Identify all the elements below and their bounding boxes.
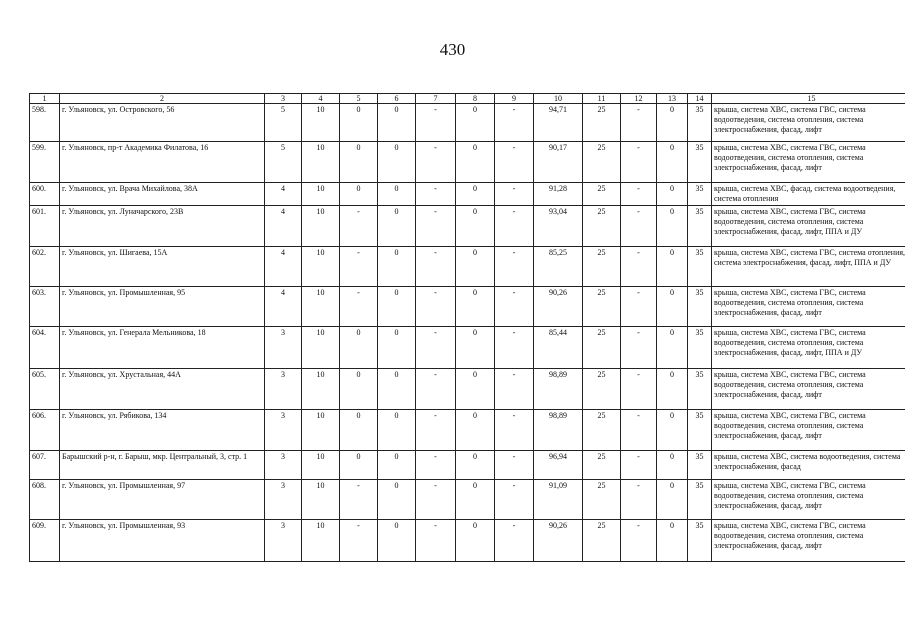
column-header: 15: [712, 94, 905, 104]
value-cell: -: [495, 369, 534, 410]
value-cell: 4: [265, 206, 302, 247]
table-row: [30, 287, 905, 327]
value-cell: 0: [456, 247, 495, 287]
value-cell: 35: [688, 104, 712, 142]
value-cell: 10: [302, 410, 340, 451]
value-cell: 35: [688, 520, 712, 562]
works-cell: крыша, система ХВС, система ГВС, система водоотведения, система отопления, система электроснабжения, фасад, лифт: [712, 480, 905, 520]
table-row: [30, 142, 905, 183]
value-cell: 0: [456, 327, 495, 369]
address-cell: г. Ульяновск, ул. Врача Михайлова, 38А: [60, 183, 265, 206]
value-cell: 0: [378, 183, 416, 206]
row-number: 602.: [30, 247, 60, 287]
value-cell: 0: [340, 142, 378, 183]
value-cell: 85,44: [534, 327, 583, 369]
value-cell: 25: [583, 520, 621, 562]
value-cell: 10: [302, 451, 340, 480]
value-cell: 0: [378, 451, 416, 480]
value-cell: 0: [378, 142, 416, 183]
value-cell: 98,89: [534, 369, 583, 410]
value-cell: 0: [340, 104, 378, 142]
page-number: 430: [439, 40, 466, 59]
value-cell: 0: [456, 369, 495, 410]
value-cell: 10: [302, 287, 340, 327]
column-header: 1: [30, 94, 60, 104]
address-cell: г. Ульяновск, ул. Островского, 56: [60, 104, 265, 142]
value-cell: 3: [265, 369, 302, 410]
value-cell: 35: [688, 247, 712, 287]
column-header: 7: [416, 94, 456, 104]
value-cell: 0: [657, 287, 688, 327]
value-cell: 0: [657, 369, 688, 410]
value-cell: 0: [378, 480, 416, 520]
value-cell: 0: [378, 410, 416, 451]
value-cell: -: [621, 410, 657, 451]
value-cell: -: [621, 183, 657, 206]
column-header: 2: [60, 94, 265, 104]
works-cell: крыша, система ХВС, система ГВС, система водоотведения, система отопления, система электроснабжения, фасад, лифт: [712, 287, 905, 327]
value-cell: -: [340, 206, 378, 247]
address-cell: г. Ульяновск, пр-т Академика Филатова, 16: [60, 142, 265, 183]
value-cell: 25: [583, 104, 621, 142]
housing-table: [29, 93, 905, 562]
column-header: 6: [378, 94, 416, 104]
value-cell: 0: [340, 410, 378, 451]
address-cell: г. Ульяновск, ул. Промышленная, 97: [60, 480, 265, 520]
value-cell: -: [416, 287, 456, 327]
value-cell: 0: [456, 451, 495, 480]
value-cell: -: [416, 327, 456, 369]
value-cell: 5: [265, 104, 302, 142]
works-cell: крыша, система ХВС, система ГВС, система водоотведения, система отопления, система электроснабжения, фасад, лифт, ППА и ДУ: [712, 327, 905, 369]
value-cell: 0: [657, 183, 688, 206]
value-cell: 0: [456, 287, 495, 327]
value-cell: -: [495, 183, 534, 206]
value-cell: 25: [583, 410, 621, 451]
value-cell: 4: [265, 247, 302, 287]
value-cell: 0: [657, 480, 688, 520]
value-cell: 0: [340, 451, 378, 480]
works-cell: крыша, система ХВС, система ГВС, система отопления, система электроснабжения, фасад, лифт, ППА и ДУ: [712, 247, 905, 287]
column-header: 10: [534, 94, 583, 104]
column-header: 13: [657, 94, 688, 104]
value-cell: -: [495, 206, 534, 247]
value-cell: 35: [688, 142, 712, 183]
value-cell: 25: [583, 327, 621, 369]
value-cell: -: [495, 451, 534, 480]
address-cell: г. Ульяновск, ул. Хрустальная, 44А: [60, 369, 265, 410]
value-cell: -: [340, 287, 378, 327]
value-cell: -: [621, 327, 657, 369]
value-cell: -: [495, 142, 534, 183]
table-row: [30, 369, 905, 410]
row-number: 598.: [30, 104, 60, 142]
table-row: [30, 520, 905, 562]
value-cell: -: [495, 520, 534, 562]
value-cell: -: [621, 104, 657, 142]
value-cell: -: [621, 142, 657, 183]
row-number: 605.: [30, 369, 60, 410]
value-cell: 0: [657, 327, 688, 369]
row-number: 599.: [30, 142, 60, 183]
table-row: [30, 104, 905, 142]
value-cell: 0: [657, 206, 688, 247]
value-cell: 0: [657, 520, 688, 562]
value-cell: 94,71: [534, 104, 583, 142]
works-cell: крыша, система ХВС, система ГВС, система водоотведения, система отопления, система электроснабжения, фасад, лифт: [712, 520, 905, 562]
value-cell: 5: [265, 142, 302, 183]
value-cell: 0: [456, 520, 495, 562]
value-cell: 10: [302, 142, 340, 183]
value-cell: 0: [340, 327, 378, 369]
value-cell: 0: [456, 183, 495, 206]
value-cell: 0: [657, 142, 688, 183]
value-cell: 0: [340, 369, 378, 410]
value-cell: -: [495, 480, 534, 520]
column-header: 14: [688, 94, 712, 104]
table-row: [30, 410, 905, 451]
works-cell: крыша, система ХВС, система ГВС, система водоотведения, система отопления, система электроснабжения, фасад, лифт: [712, 369, 905, 410]
value-cell: 98,89: [534, 410, 583, 451]
column-header: 5: [340, 94, 378, 104]
value-cell: 0: [657, 410, 688, 451]
value-cell: -: [621, 369, 657, 410]
value-cell: -: [416, 104, 456, 142]
value-cell: 25: [583, 451, 621, 480]
value-cell: 90,17: [534, 142, 583, 183]
value-cell: 96,94: [534, 451, 583, 480]
value-cell: -: [495, 247, 534, 287]
value-cell: -: [340, 247, 378, 287]
row-number: 601.: [30, 206, 60, 247]
value-cell: -: [621, 206, 657, 247]
row-number: 609.: [30, 520, 60, 562]
value-cell: -: [495, 410, 534, 451]
value-cell: 35: [688, 451, 712, 480]
column-header: 3: [265, 94, 302, 104]
value-cell: -: [416, 142, 456, 183]
value-cell: 10: [302, 480, 340, 520]
value-cell: -: [416, 183, 456, 206]
table-row: [30, 206, 905, 247]
value-cell: 25: [583, 480, 621, 520]
value-cell: -: [416, 451, 456, 480]
column-header: 4: [302, 94, 340, 104]
value-cell: 25: [583, 206, 621, 247]
works-cell: крыша, система ХВС, система ГВС, система водоотведения, система отопления, система электроснабжения, фасад, лифт: [712, 142, 905, 183]
row-number: 600.: [30, 183, 60, 206]
value-cell: 0: [456, 142, 495, 183]
value-cell: 3: [265, 520, 302, 562]
works-cell: крыша, система ХВС, фасад, система водоотведения, система отопления: [712, 183, 905, 206]
value-cell: 0: [657, 247, 688, 287]
value-cell: 25: [583, 247, 621, 287]
value-cell: 35: [688, 206, 712, 247]
value-cell: 25: [583, 142, 621, 183]
value-cell: 35: [688, 287, 712, 327]
table-header-row: [30, 94, 905, 104]
address-cell: Барышский р-н, г. Барыш, мкр. Центральный, 3, стр. 1: [60, 451, 265, 480]
value-cell: 0: [378, 104, 416, 142]
value-cell: -: [340, 480, 378, 520]
value-cell: -: [621, 480, 657, 520]
value-cell: 10: [302, 247, 340, 287]
value-cell: 0: [657, 104, 688, 142]
value-cell: 90,26: [534, 287, 583, 327]
table-row: [30, 327, 905, 369]
column-header: 12: [621, 94, 657, 104]
value-cell: -: [621, 287, 657, 327]
row-number: 606.: [30, 410, 60, 451]
value-cell: 0: [378, 327, 416, 369]
value-cell: 0: [378, 247, 416, 287]
value-cell: 35: [688, 183, 712, 206]
value-cell: 35: [688, 327, 712, 369]
table-row: [30, 451, 905, 480]
row-number: 608.: [30, 480, 60, 520]
value-cell: 91,09: [534, 480, 583, 520]
value-cell: 0: [456, 480, 495, 520]
value-cell: 3: [265, 327, 302, 369]
value-cell: 0: [378, 206, 416, 247]
value-cell: -: [495, 287, 534, 327]
value-cell: 25: [583, 369, 621, 410]
value-cell: -: [416, 369, 456, 410]
value-cell: -: [495, 327, 534, 369]
value-cell: 0: [456, 206, 495, 247]
column-header: 8: [456, 94, 495, 104]
value-cell: -: [621, 247, 657, 287]
table-row: [30, 247, 905, 287]
value-cell: 10: [302, 520, 340, 562]
value-cell: 0: [456, 104, 495, 142]
value-cell: 4: [265, 183, 302, 206]
address-cell: г. Ульяновск, ул. Луначарского, 23В: [60, 206, 265, 247]
works-cell: крыша, система ХВС, система ГВС, система водоотведения, система отопления, система электроснабжения, фасад, лифт: [712, 104, 905, 142]
row-number: 604.: [30, 327, 60, 369]
value-cell: 10: [302, 104, 340, 142]
value-cell: 10: [302, 183, 340, 206]
address-cell: г. Ульяновск, ул. Промышленная, 93: [60, 520, 265, 562]
value-cell: 93,04: [534, 206, 583, 247]
value-cell: 35: [688, 480, 712, 520]
row-number: 607.: [30, 451, 60, 480]
works-cell: крыша, система ХВС, система водоотведения, система электроснабжения, фасад: [712, 451, 905, 480]
value-cell: 3: [265, 410, 302, 451]
value-cell: 10: [302, 369, 340, 410]
value-cell: -: [416, 480, 456, 520]
value-cell: -: [416, 410, 456, 451]
column-header: 11: [583, 94, 621, 104]
value-cell: 0: [456, 410, 495, 451]
value-cell: 0: [340, 183, 378, 206]
row-number: 603.: [30, 287, 60, 327]
value-cell: -: [621, 520, 657, 562]
table-row: [30, 183, 905, 206]
address-cell: г. Ульяновск, ул. Шигаева, 15А: [60, 247, 265, 287]
value-cell: 10: [302, 327, 340, 369]
value-cell: 4: [265, 287, 302, 327]
value-cell: 91,28: [534, 183, 583, 206]
value-cell: 0: [378, 287, 416, 327]
value-cell: 10: [302, 206, 340, 247]
value-cell: 25: [583, 183, 621, 206]
value-cell: 35: [688, 369, 712, 410]
value-cell: 0: [378, 369, 416, 410]
address-cell: г. Ульяновск, ул. Рябикова, 134: [60, 410, 265, 451]
value-cell: 3: [265, 480, 302, 520]
table-row: [30, 480, 905, 520]
works-cell: крыша, система ХВС, система ГВС, система водоотведения, система отопления, система электроснабжения, фасад, лифт, ППА и ДУ: [712, 206, 905, 247]
value-cell: -: [340, 520, 378, 562]
works-cell: крыша, система ХВС, система ГВС, система водоотведения, система отопления, система электроснабжения, фасад, лифт: [712, 410, 905, 451]
column-header: 9: [495, 94, 534, 104]
value-cell: 0: [378, 520, 416, 562]
value-cell: 0: [657, 451, 688, 480]
value-cell: 35: [688, 410, 712, 451]
value-cell: 3: [265, 451, 302, 480]
value-cell: -: [416, 247, 456, 287]
address-cell: г. Ульяновск, ул. Промышленная, 95: [60, 287, 265, 327]
value-cell: 25: [583, 287, 621, 327]
value-cell: -: [495, 104, 534, 142]
address-cell: г. Ульяновск, ул. Генерала Мельникова, 18: [60, 327, 265, 369]
value-cell: 90,26: [534, 520, 583, 562]
value-cell: -: [416, 520, 456, 562]
value-cell: -: [621, 451, 657, 480]
value-cell: -: [416, 206, 456, 247]
value-cell: 85,25: [534, 247, 583, 287]
